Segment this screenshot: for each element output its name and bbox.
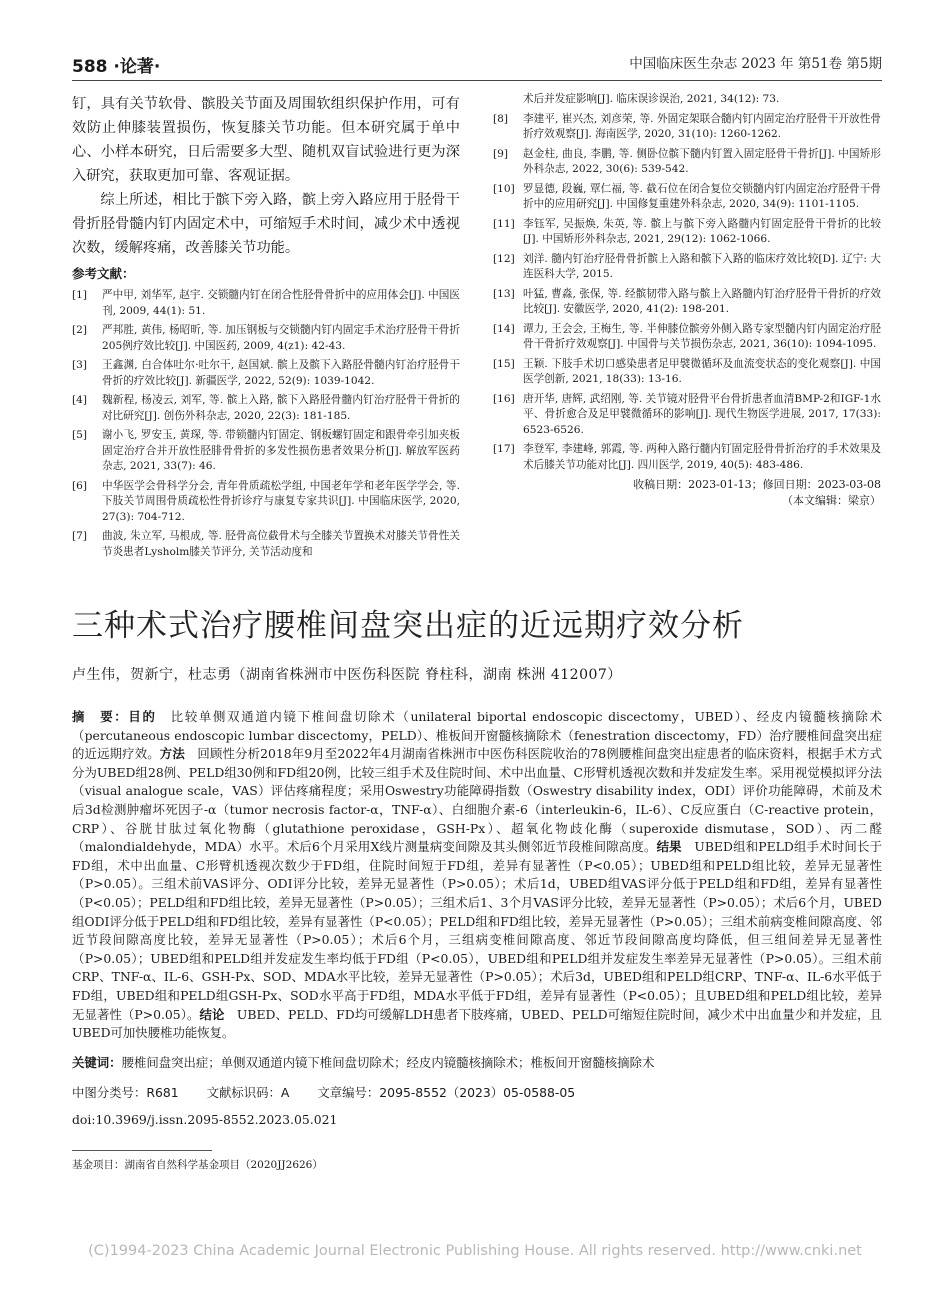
reference-item [493, 147, 881, 178]
abstract-body [72, 709, 882, 1040]
reference-text: 唐开华, 唐辉, 武绍刚, 等. 关节镜对胫骨平台骨折患者血清BMP-2和IGF-1水平、骨折愈合及足甲襞微循环的影响[J]. 现代生物医学进展, 2017, 17(33): 6523-6526. [523, 392, 881, 436]
received-dates: 收稿日期：2023-01-13；修回日期：2023-03-08 [633, 478, 881, 491]
reference-number: [6] [72, 479, 88, 492]
article-title: 三种术式治疗腰椎间盘突出症的近远期疗效分析 [72, 608, 744, 644]
reference-number: [15] [493, 357, 515, 370]
body-paragraph: 综上所述，相比于髌下旁入路，髌上旁入路应用于胫骨干骨折胫骨髓内钉内固定术中，可缩短手术时间，减少术中透视次数，缓解疼痛，改善膝关节功能。 [72, 192, 460, 256]
doi: doi:10.3969/j.issn.2095-8552.2023.05.021 [72, 1112, 338, 1127]
clc-number: 中图分类号：R681 [72, 1085, 179, 1100]
reference-item [493, 182, 881, 213]
reference-text: 罗显德, 段巍, 覃仁福, 等. 截石位在闭合复位交锁髓内钉内固定治疗胫骨干骨折中的应用研究[J]. 中国修复重建外科杂志, 2020, 34(9): 1101-1105. [523, 182, 881, 210]
reference-text: 李登军, 李建峰, 郭霞, 等. 两种入路行髓内钉固定胫骨骨折治疗的手术效果及术后膝关节功能对比[J]. 四川医学, 2019, 40(5): 483-486. [523, 443, 881, 471]
reference-number: [3] [72, 359, 88, 371]
reference-text: 赵金柱, 曲良, 李鹏, 等. 侧卧位髌下髓内钉置入固定胫骨干骨折[J]. 中国矫形外科杂志, 2022, 30(6): 539-542. [523, 147, 881, 175]
reference-list [493, 112, 881, 474]
reference-text: 李建平, 崔兴杰, 刘彦荣, 等. 外固定架联合髓内钉内固定治疗胫骨干开放性骨折疗效观察[J]. 海南医学, 2020, 31(10): 1260-1262. [523, 112, 881, 140]
page-number-section: 588 ·论著· [72, 57, 161, 77]
reference-list [72, 288, 460, 560]
reference-number: [1] [72, 289, 88, 301]
document-code: 文献标识码：A [206, 1085, 290, 1100]
reference-item [72, 479, 460, 526]
right-column [493, 92, 881, 509]
reference-number: [13] [493, 287, 515, 300]
reference-text: 刘洋. 髓内钉治疗胫骨骨折髌上入路和髌下入路的临床疗效比较[D]. 辽宁: 大连医科大学, 2015. [523, 252, 881, 280]
reference-item [72, 358, 460, 389]
abstract-section-text: 回顾性分析2018年9月至2022年4月湖南省株洲市中医伤科医院收治的78例腰椎间盘突出症患者的临床资料，根据手术方式分为UBED组28例、PELD组30例和FD组20例，比较三组手术及住院时间、术中出血量、C形臂机透视次数和并发症发生率。采用视觉模拟评分法（visual analogue scale，VAS）评估疼痛程度；采用Oswestry功能障碍指数（Oswestry disability index，ODI）评价功能障碍，术前及术后3d检测肿瘤坏死因子-α（tumor necrosis factor-α，TNF-α）、白细胞介素-6（interleukin-6，IL-6）、C反应蛋白（C-reactive protein，CRP）、谷胱甘肽过氧化物酶（glutathione peroxidase，GSH-Px）、超氧化物歧化酶（superoxide dismutase，SOD）、丙二醛（malondialdehyde，MDA）水平。术后6个月采用X线片测量病变间隙及其头侧邻近节段椎间隙高度。 [72, 746, 883, 855]
reference-number: [7] [72, 530, 88, 542]
abstract-section-text: UBED、PELD、FD均可缓解LDH患者下肢疼痛，UBED、PELD可缩短住院时间，减少术中出血量少和并发症，且UBED可加快腰椎功能恢复。 [72, 1006, 882, 1041]
reference-item [493, 287, 881, 318]
classification-line [72, 1083, 599, 1101]
reference-item [493, 322, 881, 353]
abstract-label: 摘 要： [72, 709, 129, 724]
reference-text: 叶猛, 曹淼, 张保, 等. 经髌韧带入路与髌上入路髓内钉治疗胫骨干骨折的疗效比较[J]. 安徽医学, 2020, 41(2): 198-201. [523, 287, 881, 315]
reference-text: 魏新程, 杨凌云, 刘军, 等. 髌上入路, 髌下入路胫骨髓内钉治疗胫骨干骨折的对比研究[J]. 创伤外科杂志, 2020, 22(3): 181-185. [102, 394, 460, 422]
keywords [72, 1053, 882, 1071]
reference-number: [5] [72, 429, 88, 441]
reference-item [72, 288, 460, 319]
reference-item [72, 428, 460, 475]
copyright-watermark: (C)1994-2023 China Academic Journal Electronic Publishing House. All rights reserved. http://www.cnki.net [88, 1243, 862, 1259]
keywords-label: 关键词： [72, 1055, 122, 1070]
reference-number: [9] [493, 147, 509, 160]
reference-text: 严中甲, 刘华军, 赵宇. 交锁髓内钉在闭合性胫骨骨折中的应用体会[J]. 中国医刊, 2009, 44(1): 51. [102, 289, 460, 317]
reference-text: 王鑫渊, 白合体吐尔·吐尔干, 赵国斌. 髌上及髌下入路胫骨髓内钉治疗胫骨干骨折的疗效比较[J]. 新疆医学, 2022, 52(9): 1039-1042. [102, 359, 460, 387]
reference-text: 严邦胜, 黄伟, 杨昭昕, 等. 加压钢板与交锁髓内钉内固定手术治疗胫骨干骨折205例疗效比较[J]. 中国医药, 2009, 4(z1): 42-43. [102, 324, 460, 352]
reference-item [493, 112, 881, 143]
reference-number: [4] [72, 394, 88, 406]
reference-number: [14] [493, 322, 515, 335]
abstract [72, 708, 882, 1043]
references-heading: 参考文献： [72, 266, 135, 281]
reference-number: [11] [493, 217, 515, 230]
reference-item [493, 392, 881, 439]
reference-number: [16] [493, 392, 515, 405]
journal-issue: 中国临床医生杂志 2023 年 第51卷 第5期 [629, 56, 882, 72]
abstract-section-text: UBED组和PELD组手术时间长于FD组，术中出血量、C形臂机透视次数少于FD组，住院时间短于FD组，差异有显著性（P<0.05）；UBED组和PELD组比较，差异无显著性（P>0.05）。三组术前VAS评分、ODI评分比较，差异无显著性（P>0.05）；术后1d，UBED组VAS评分低于PELD组和FD组，差异有显著性（P<0.05）；PELD组和FD组比较，差异无显著性（P>0.05）；三组术后1、3个月VAS评分比较，差异无显著性（P>0.05）；术后6个月，UBED组ODI评分低于PELD组和FD组比较，差异有显著性（P<0.05）；PELD组和FD组比较，差异无显著性（P>0.05）；三组术前病变椎间隙高度、邻近节段间隙高度比较，差异无显著性（P>0.05）；术后6个月，三组病变椎间隙高度、邻近节段间隙高度均降低，但三组间差异无显著性（P>0.05）；UBED组和PELD组并发症发生率均低于FD组（P<0.05），UBED组和PELD组并发症发生率差异无显著性（P>0.05）。三组术前CRP、TNF-α、IL-6、GSH-Px、SOD、MDA水平比较，差异无显著性（P>0.05）；术后3d，UBED组和PELD组CRP、TNF-α、IL-6水平低于FD组，UBED组和PELD组GSH-Px、SOD水平高于FD组，MDA水平低于FD组，差异有显著性（P<0.05）；且UBED组和PELD组比较，差异无显著性（P>0.05）。 [72, 839, 882, 1022]
reference-text: 谭力, 王会会, 王梅生, 等. 半伸膝位髌旁外侧入路专家型髓内钉内固定治疗胫骨干骨折疗效观察[J]. 中国骨与关节损伤杂志, 2021, 36(10): 1094-1095. [523, 322, 881, 350]
reference-number: [12] [493, 252, 515, 265]
reference-text: 谢小飞, 罗安玉, 黄琛, 等. 带锁髓内钉固定、钢板螺钉固定和跟骨牵引加夹板固定治疗合并开放性胫腓骨骨折的多发性损伤患者效果分析[J]. 解放军医药杂志, 2021, 33(7): 46. [102, 429, 460, 472]
body-paragraph: 钉，具有关节软骨、髌股关节面及周围软组织保护作用，可有效防止伸膝装置损伤，恢复膝关节功能。但本研究属于单中心、小样本研究，日后需要多大型、随机双盲试验进行更为深入研究，获取更加可靠、客观证据。 [72, 96, 460, 184]
reference-item [72, 529, 460, 560]
reference-item [72, 323, 460, 354]
reference-text: 曲波, 朱立军, 马根成, 等. 胫骨高位截骨术与全膝关节置换术对膝关节骨性关节炎患者Lysholm膝关节评分, 关节活动度和 [102, 530, 460, 558]
reference-item [493, 357, 881, 388]
editor-note: （本文编辑：梁京） [782, 494, 881, 507]
abstract-section-label: 方法 [159, 746, 198, 762]
abstract-section-label: 目的 [128, 709, 171, 724]
reference-number: [10] [493, 182, 515, 195]
reference-number: [8] [493, 112, 509, 125]
reference-item [493, 217, 881, 248]
reference-text: 李钰军, 吴振焕, 朱英, 等. 髌上与髌下旁入路髓内钉固定胫骨干骨折的比较[J]. 中国矫形外科杂志, 2021, 29(12): 1062-1066. [523, 217, 881, 245]
reference-item [493, 442, 881, 473]
reference-item [72, 393, 460, 424]
keywords-text: 腰椎间盘突出症；单侧双通道内镜下椎间盘切除术；经皮内镜髓核摘除术；椎板间开窗髓核摘除术 [121, 1055, 655, 1070]
article-number: 文章编号：2095-8552（2023）05-0588-05 [317, 1085, 576, 1100]
abstract-section-label: 结论 [199, 1006, 237, 1022]
reference-text: 中华医学会骨科学分会, 青年骨质疏松学组, 中国老年学和老年医学学会, 等. 下肢关节周围骨质疏松性骨折诊疗与康复专家共识[J]. 中国临床医学, 2020, 27(3): 704-712. [102, 479, 460, 523]
left-column [72, 92, 460, 564]
reference-continuation: 术后并发症影响[J]. 临床误诊误治, 2021, 34(12): 73. [523, 93, 780, 105]
reference-text: 王颖. 下肢手术切口感染患者足甲襞微循环及血流变状态的变化观察[J]. 中国医学创新, 2021, 18(33): 13-16. [523, 357, 881, 385]
reference-number: [17] [493, 443, 515, 455]
header-rule [72, 80, 882, 81]
footnote-rule [72, 1150, 212, 1151]
abstract-section-text: 比较单侧双通道内镜下椎间盘切除术（unilateral biportal endoscopic discectomy，UBED）、经皮内镜髓核摘除术（percutaneous endoscopic lumbar discectomy，PELD）、椎板间开窗髓核摘除术（fenestration discectomy，FD）治疗腰椎间盘突出症的近远期疗效。 [72, 709, 882, 762]
reference-number: [2] [72, 324, 88, 336]
article-authors: 卢生伟，贺新宁，杜志勇（湖南省株洲市中医伤科医院 脊柱科，湖南 株洲 412007） [72, 667, 622, 683]
abstract-section-label: 结果 [656, 839, 695, 855]
fund-note: 基金项目：湖南省自然科学基金项目（2020JJ2626） [72, 1159, 323, 1171]
reference-item [493, 252, 881, 283]
